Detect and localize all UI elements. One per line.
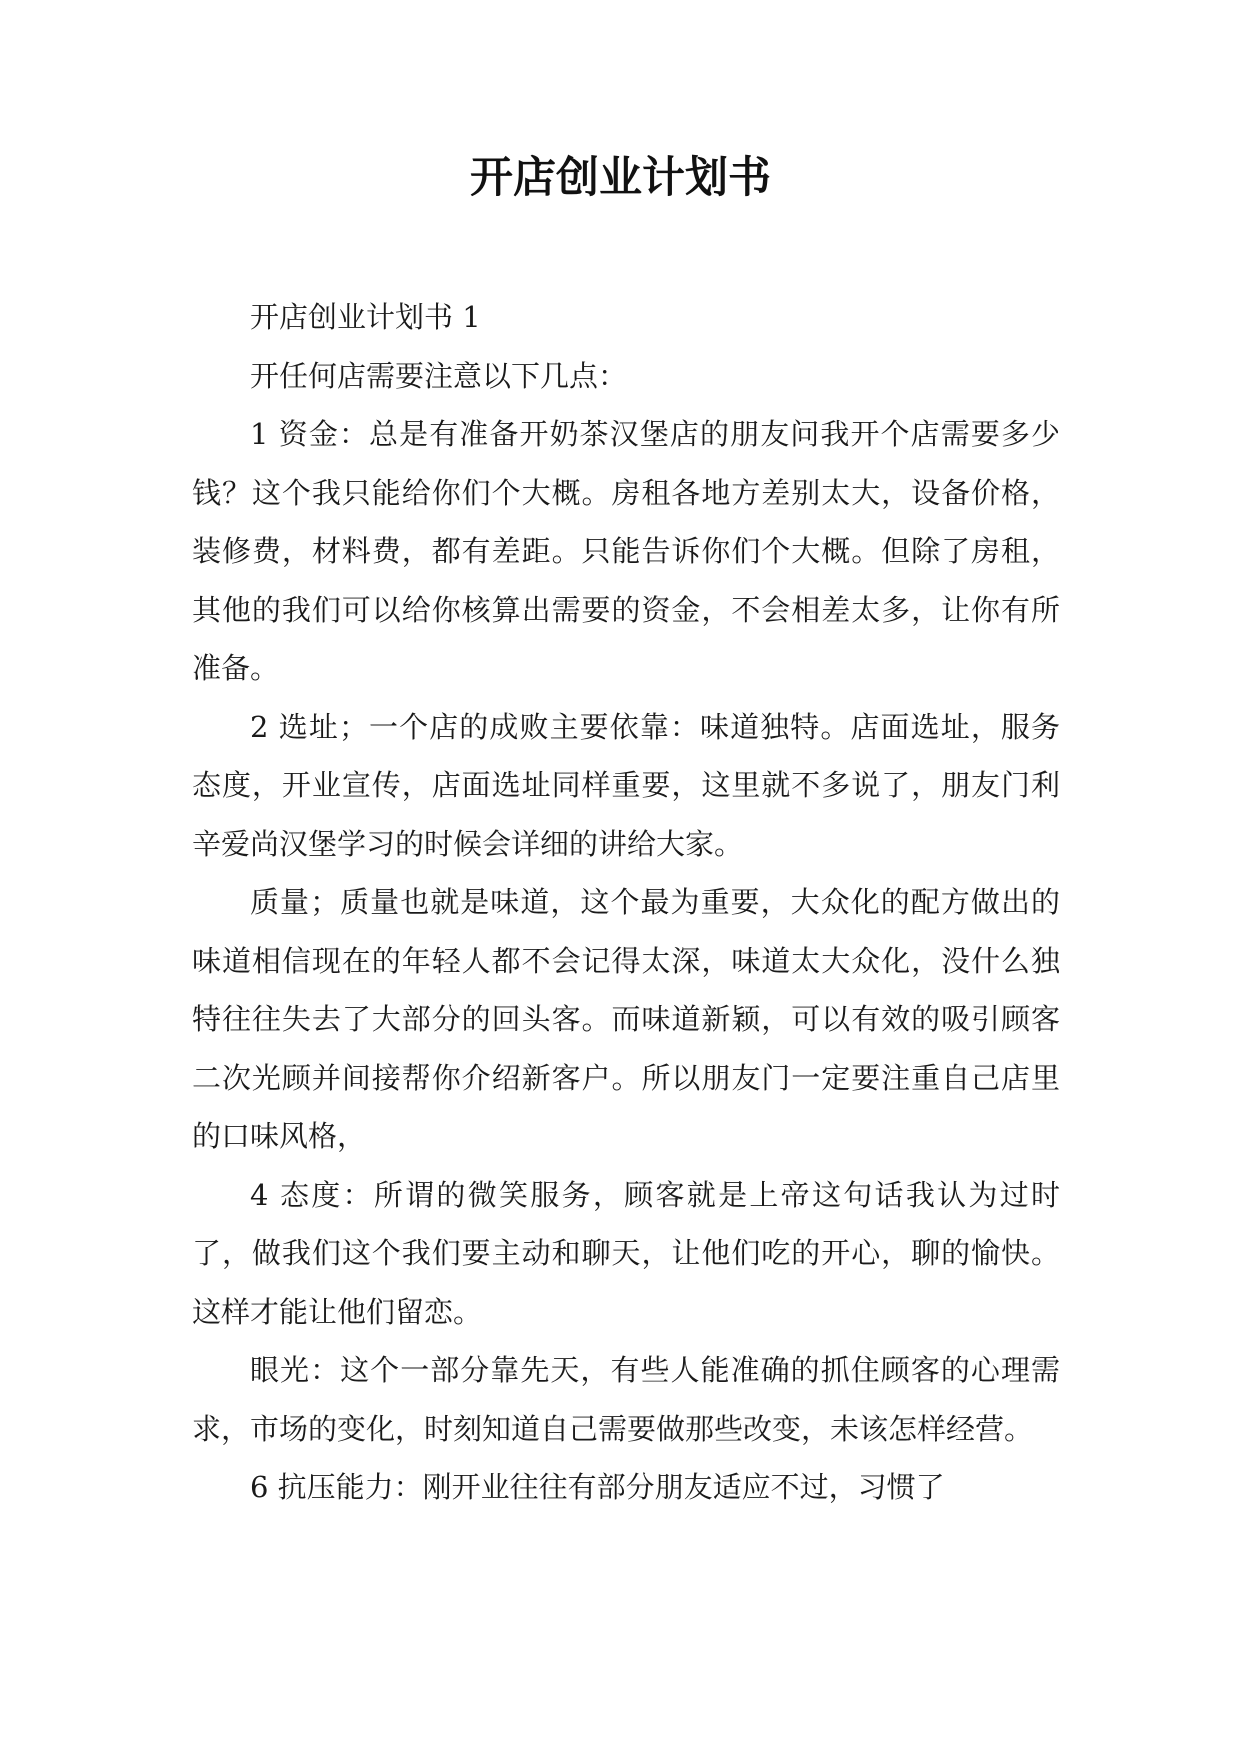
paragraph: 眼光：这个一部分靠先天，有些人能准确的抓住顾客的心理需求，市场的变化，时刻知道自己需要做那些改变，未该怎样经营。 <box>192 1353 1060 1446</box>
paragraph: 质量；质量也就是味道，这个最为重要，大众化的配方做出的味道相信现在的年轻人都不会记得太深，味道太大众化，没什么独特往往失去了大部分的回头客。而味道新颖，可以有效的吸引顾客二次光顾并间接帮你介绍新客户。所以朋友门一定要注重自己店里的口味风格， <box>192 885 1060 1153</box>
paragraph: 6 抗压能力：刚开业往往有部分朋友适应不过，习惯了 <box>250 1470 945 1504</box>
paragraph: 4 态度：所谓的微笑服务，顾客就是上帝这句话我认为过时了，做我们这个我们要主动和聊天，让他们吃的开心，聊的愉快。这样才能让他们留恋。 <box>192 1177 1060 1329</box>
paragraph: 2 选址；一个店的成败主要依靠：味道独特。店面选址，服务态度，开业宣传，店面选址同样重要，这里就不多说了，朋友门利辛爱尚汉堡学习的时候会详细的讲给大家。 <box>192 709 1060 861</box>
document-title: 开店创业计划书 <box>470 153 771 203</box>
paragraph: 开店创业计划书 1 <box>250 300 481 334</box>
paragraph: 1 资金：总是有准备开奶茶汉堡店的朋友问我开个店需要多少钱？这个我只能给你们个大概。房租各地方差别太大，设备价格，装修费，材料费，都有差距。只能告诉你们个大概。但除了房租，其他的我们可以给你核算出需要的资金，不会相差太多，让你有所准备。 <box>192 417 1060 685</box>
paragraph: 开任何店需要注意以下几点： <box>250 358 628 393</box>
document-body <box>192 288 1060 1517</box>
